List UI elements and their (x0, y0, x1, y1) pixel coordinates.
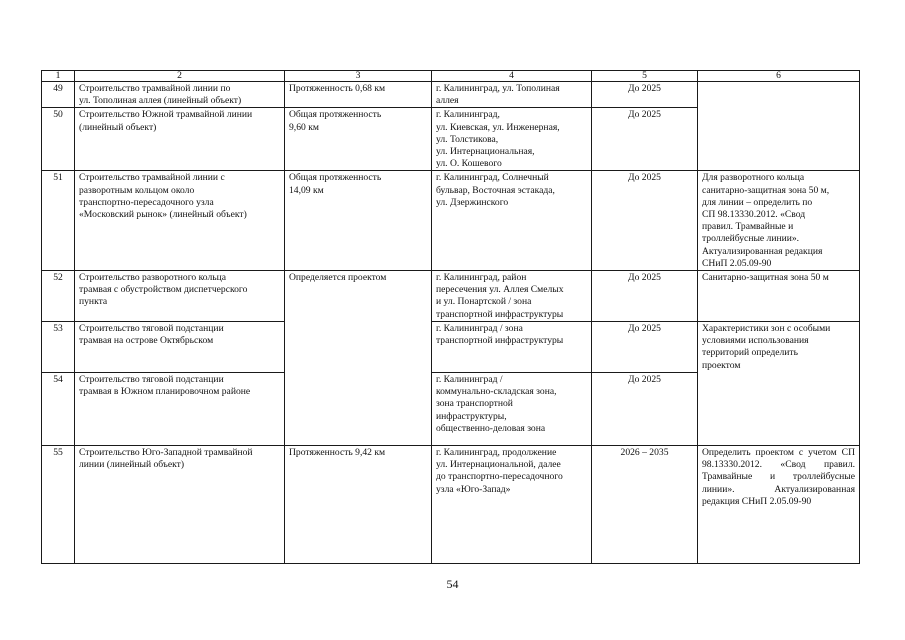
term-cell: 2026 – 2035 (592, 446, 698, 564)
column-header: 2 (75, 71, 285, 82)
column-header: 4 (432, 71, 592, 82)
location-cell: г. Калининград / зона транспортной инфраструктуры (432, 322, 592, 373)
object-name-cell: Строительство трамвайной линии по ул. Тополиная аллея (линейный объект) (75, 82, 285, 108)
object-name-cell: Строительство Юго-Западной трамвайной линии (линейный объект) (75, 446, 285, 564)
zones-cell: Определить проектом с учетом СП 98.13330.2012. «Свод правил. Трамвайные и троллейбусные линии». Актуализированная редакция СНиП 2.05.09-90 (698, 446, 860, 564)
row-number: 51 (42, 171, 75, 271)
term-cell: До 2025 (592, 171, 698, 271)
object-name-cell: Строительство трамвайной линии с разворотным кольцом около транспортно-пересадочного узла «Московский рынок» (линейный объект) (75, 171, 285, 271)
location-cell: г. Калининград, район пересечения ул. Аллея Смелых и ул. Понартской / зона транспортной инфраструктуры (432, 271, 592, 322)
zones-cell: Характеристики зон с особыми условиями использования территорий определить проектом (698, 322, 860, 446)
location-cell: г. Калининград / коммунально-складская зона, зона транспортной инфраструктуры, общественно-деловая зона (432, 373, 592, 446)
column-header: 1 (42, 71, 75, 82)
zones-cell-empty (698, 82, 860, 171)
table-row (42, 446, 860, 564)
row-number: 49 (42, 82, 75, 108)
parameters-cell: Определяется проектом (285, 271, 432, 446)
object-name-cell: Строительство тяговой подстанции трамвая в Южном планировочном районе (75, 373, 285, 446)
location-cell: г. Калининград, ул. Киевская, ул. Инженерная, ул. Толстикова, ул. Интернациональная, ул. О. Кошевого (432, 108, 592, 171)
object-name-cell: Строительство Южной трамвайной линии (линейный объект) (75, 108, 285, 171)
column-header: 5 (592, 71, 698, 82)
term-cell: До 2025 (592, 322, 698, 373)
location-cell: г. Калининград, продолжение ул. Интернациональной, далее до транспортно-пересадочного узла «Юго-Запад» (432, 446, 592, 564)
table-row (42, 322, 860, 373)
location-cell: г. Калининград, Солнечный бульвар, Восточная эстакада, ул. Дзержинского (432, 171, 592, 271)
zones-cell: Санитарно-защитная зона 50 м (698, 271, 860, 322)
term-cell: До 2025 (592, 108, 698, 171)
table-row (42, 271, 860, 322)
row-number: 52 (42, 271, 75, 322)
parameters-cell: Общая протяженность 9,60 км (285, 108, 432, 171)
row-number: 55 (42, 446, 75, 564)
row-number: 54 (42, 373, 75, 446)
table-header-row (42, 71, 860, 82)
row-number: 50 (42, 108, 75, 171)
table-row (42, 82, 860, 108)
object-name-cell: Строительство разворотного кольца трамвая с обустройством диспетчерского пункта (75, 271, 285, 322)
parameters-cell: Общая протяженность 14,09 км (285, 171, 432, 271)
location-cell: г. Калининград, ул. Тополиная аллея (432, 82, 592, 108)
term-cell: До 2025 (592, 373, 698, 446)
column-header: 3 (285, 71, 432, 82)
parameters-cell: Протяженность 9,42 км (285, 446, 432, 564)
column-header: 6 (698, 71, 860, 82)
table-row (42, 171, 860, 271)
term-cell: До 2025 (592, 271, 698, 322)
page-number: 54 (446, 577, 459, 591)
parameters-cell: Протяженность 0,68 км (285, 82, 432, 108)
planning-table (41, 70, 860, 564)
object-name-cell: Строительство тяговой подстанции трамвая на острове Октябрьском (75, 322, 285, 373)
row-number: 53 (42, 322, 75, 373)
term-cell: До 2025 (592, 82, 698, 108)
zones-cell: Для разворотного кольца санитарно-защитная зона 50 м, для линии – определить по СП 98.13330.2012. «Свод правил. Трамвайные и троллейбусные линии». Актуализированная редакция СНиП 2.05.09-90 (698, 171, 860, 271)
